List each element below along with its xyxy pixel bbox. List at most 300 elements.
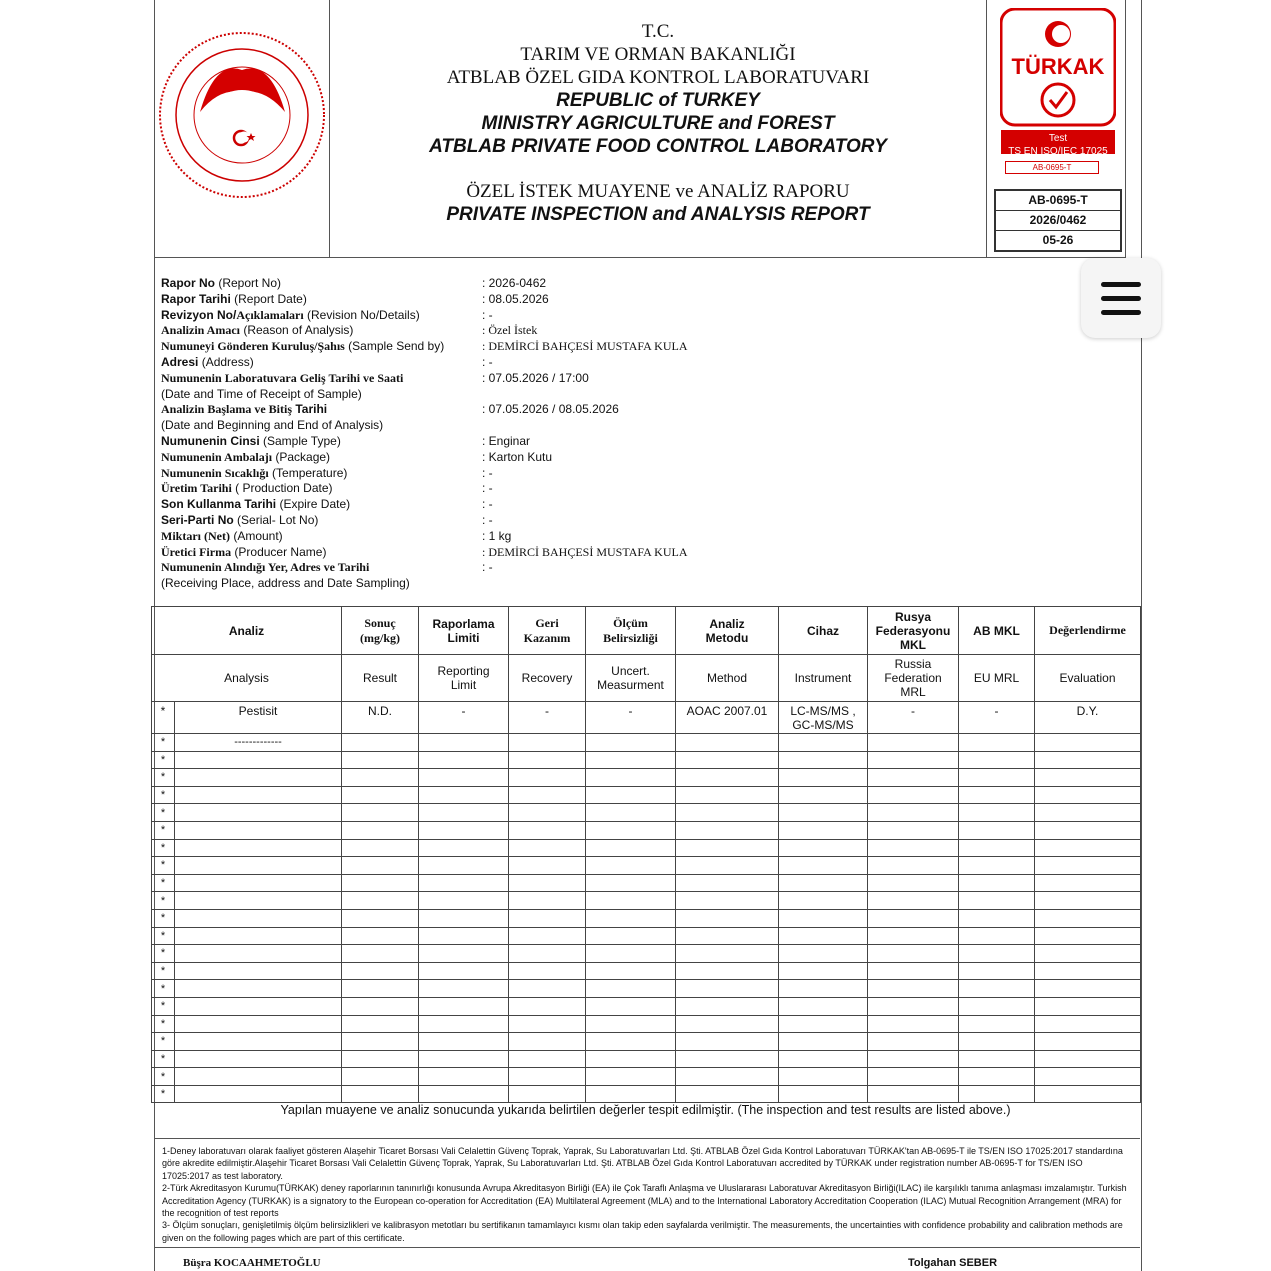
table-cell <box>676 1068 779 1086</box>
table-row <box>152 874 1141 892</box>
row-star: * <box>152 702 175 734</box>
table-cell <box>509 1050 586 1068</box>
header-row-en <box>152 655 1141 702</box>
table-cell <box>586 751 676 769</box>
table-cell <box>419 945 509 963</box>
table-cell <box>342 927 419 945</box>
info-value: : - <box>482 497 493 512</box>
table-cell <box>779 997 868 1015</box>
table-cell <box>175 1050 342 1068</box>
table-cell <box>509 734 586 752</box>
table-cell <box>586 1050 676 1068</box>
result-cell: N.D. <box>342 702 419 734</box>
table-cell <box>342 874 419 892</box>
header-titles <box>330 0 986 226</box>
table-cell <box>868 909 959 927</box>
result-cell: LC-MS/MS , GC-MS/MS <box>779 702 868 734</box>
table-cell <box>419 751 509 769</box>
table-cell <box>868 927 959 945</box>
table-row <box>152 821 1141 839</box>
table-cell <box>175 857 342 875</box>
table-cell <box>1035 804 1141 822</box>
column-header-en: Recovery <box>509 655 586 702</box>
table-row <box>152 702 1141 734</box>
table-cell <box>1035 751 1141 769</box>
table-cell <box>868 1085 959 1103</box>
info-label: Analizin Amacı (Reason of Analysis) <box>161 323 354 338</box>
table-cell <box>509 997 586 1015</box>
table-cell <box>959 945 1035 963</box>
table-cell <box>419 804 509 822</box>
info-row <box>161 497 861 513</box>
table-cell <box>586 1068 676 1086</box>
row-star: * <box>152 734 175 752</box>
table-cell <box>419 1033 509 1051</box>
table-cell <box>1035 892 1141 910</box>
info-row <box>161 481 861 497</box>
header-row-tr <box>152 607 1141 655</box>
table-cell <box>342 980 419 998</box>
report-code-box <box>994 189 1122 252</box>
table-cell <box>1035 1033 1141 1051</box>
table-cell <box>959 1050 1035 1068</box>
info-value: : - <box>482 307 493 322</box>
info-label: Son Kullanma Tarihi (Expire Date) <box>161 497 351 512</box>
row-star: * <box>152 1033 175 1051</box>
info-label: (Date and Time of Receipt of Sample) <box>161 386 362 401</box>
header-line-republic-en: REPUBLIC of TURKEY <box>556 90 760 111</box>
table-cell <box>868 1050 959 1068</box>
turkak-standard: TS EN ISO/IEC 17025 <box>1008 146 1108 154</box>
signature-left: Büşra KOCAAHMETOĞLU <box>183 1257 321 1269</box>
column-header-en: Method <box>676 655 779 702</box>
report-number-code: 2026/0462 <box>996 211 1120 231</box>
table-cell <box>676 909 779 927</box>
table-cell <box>1035 945 1141 963</box>
table-cell <box>509 751 586 769</box>
column-header: Ölçüm Belirsizliği <box>586 607 676 655</box>
table-cell <box>509 821 586 839</box>
info-row <box>161 371 861 387</box>
table-cell <box>779 909 868 927</box>
table-cell <box>175 839 342 857</box>
table-cell <box>342 1085 419 1103</box>
result-cell: AOAC 2007.01 <box>676 702 779 734</box>
footer-note: 1-Deney laboratuvarı olarak faaliyet gösteren Alaşehir Ticaret Borsası Vali Celalettin Güvenç Toprak, Yaprak, Su Laboratuvarları Ltd. Şti. ATBLAB Özel Gıda Kontrol Laboratuvarı TÜRKAK'tan AB-0695-T ile TS/EN ISO 17025:2017 standardına göre akredite edilmiştir.Alaşehir Ticaret Borsası Vali Celalettin Güvenç Toprak, Yaprak, Su Laboratuvarları Ltd. Şti. ATBLAB Özel Gıda Kontrol Laboratuvarı accredited by TÜRKAK under registration number AB-0695-T for TS/EN ISO 17025:2017 as test laboratory. <box>162 1146 1123 1181</box>
table-row <box>152 1033 1141 1051</box>
footer-note: 2-Türk Akreditasyon Kurumu(TÜRKAK) deney raporlarının tanınırlığı konusunda Avrupa Akreditasyon Birliği (EA) ile Çok Taraflı Anlaşma ve Uluslararası Laboratuvar Akreditasyon Birliği(ILAC) ile karşılıklı tanıma anlaşması imzalamıştır. Turkish Accreditation Agency (TURKAK) is a signatory to the European co-operation for Accreditation (EA) Multilateral Agreement (MLA) and to the International Laboratory Accreditation Cooperation (ILAC) Mutual Recognition Arrangement (MRA) for the recognition of test reports <box>162 1183 1127 1219</box>
table-cell <box>959 927 1035 945</box>
info-value: : - <box>482 512 493 527</box>
column-header-en: EU MRL <box>959 655 1035 702</box>
table-cell <box>779 804 868 822</box>
table-cell <box>868 839 959 857</box>
table-cell <box>175 945 342 963</box>
table-cell <box>959 997 1035 1015</box>
info-label: Numuneyi Gönderen Kuruluş/Şahıs (Sample Send by) <box>161 339 445 354</box>
row-star: * <box>152 1068 175 1086</box>
table-cell <box>868 892 959 910</box>
result-cell: - <box>868 702 959 734</box>
table-cell <box>779 734 868 752</box>
table-cell <box>1035 839 1141 857</box>
table-cell <box>676 997 779 1015</box>
report-title-en: PRIVATE INSPECTION and ANALYSIS REPORT <box>446 204 870 225</box>
table-cell <box>342 821 419 839</box>
table-cell <box>342 1015 419 1033</box>
table-cell <box>586 839 676 857</box>
table-cell <box>586 962 676 980</box>
table-cell <box>779 786 868 804</box>
column-header: Cihaz <box>779 607 868 655</box>
row-star: * <box>152 874 175 892</box>
row-star: * <box>152 839 175 857</box>
info-row <box>161 545 861 561</box>
table-cell <box>959 1015 1035 1033</box>
header-line-lab-en: ATBLAB PRIVATE FOOD CONTROL LABORATORY <box>429 136 887 157</box>
info-label: Rapor No (Report No) <box>161 276 282 290</box>
table-cell <box>959 980 1035 998</box>
table-cell <box>419 769 509 787</box>
table-cell <box>868 1015 959 1033</box>
info-row <box>161 292 861 308</box>
table-cell <box>959 892 1035 910</box>
table-cell <box>868 980 959 998</box>
info-value: : 07.05.2026 / 08.05.2026 <box>482 402 619 417</box>
table-cell <box>175 980 342 998</box>
ministry-seal-cell <box>155 0 330 257</box>
table-cell <box>1035 980 1141 998</box>
info-value: : Enginar <box>482 433 531 448</box>
table-cell: ------------- <box>175 734 342 752</box>
table-cell <box>868 821 959 839</box>
column-header: Değerlendirme <box>1035 607 1141 655</box>
row-star: * <box>152 1015 175 1033</box>
sample-info-list <box>161 276 861 592</box>
table-cell <box>676 821 779 839</box>
column-header: Rusya Federasyonu MKL <box>868 607 959 655</box>
table-cell <box>959 751 1035 769</box>
table-cell <box>676 751 779 769</box>
ministry-seal-logo <box>155 0 329 210</box>
results-table <box>151 606 1141 1103</box>
info-row <box>161 323 861 339</box>
table-cell <box>676 945 779 963</box>
header-line-tc: T.C. <box>641 21 675 42</box>
table-cell <box>342 945 419 963</box>
footer-note: 3- Ölçüm sonuçları, genişletilmiş ölçüm belirsizlikleri ve kalibrasyon metotları bu sertifikanın tamamlayıcı kısmı olan takip eden sayfalarda verilmiştir. The measurements, the uncertainties with confidence probability and calibration methods are given on the following pages which are part of this certificate. <box>162 1220 1123 1243</box>
table-cell <box>342 734 419 752</box>
column-header-en: Result <box>342 655 419 702</box>
table-cell <box>868 786 959 804</box>
table-cell <box>342 804 419 822</box>
info-row <box>161 418 861 434</box>
table-cell <box>676 892 779 910</box>
table-cell <box>509 1015 586 1033</box>
table-cell <box>175 769 342 787</box>
table-cell <box>779 821 868 839</box>
table-cell <box>586 980 676 998</box>
table-cell <box>509 927 586 945</box>
table-cell <box>779 1015 868 1033</box>
header-line-lab-tr: ATBLAB ÖZEL GIDA KONTROL LABORATUVARI <box>446 67 870 88</box>
info-value: : DEMİRCİ BAHÇESİ MUSTAFA KULA <box>482 339 688 354</box>
info-row <box>161 276 861 292</box>
column-header-en: Instrument <box>779 655 868 702</box>
table-cell <box>868 962 959 980</box>
table-cell <box>959 786 1035 804</box>
table-cell <box>959 821 1035 839</box>
table-cell <box>419 857 509 875</box>
table-cell <box>779 1068 868 1086</box>
turkak-code: AB-0695-T <box>1005 161 1099 174</box>
info-label: Üretici Firma (Producer Name) <box>161 544 327 559</box>
table-cell <box>676 980 779 998</box>
table-cell <box>586 909 676 927</box>
table-cell <box>509 786 586 804</box>
info-label: Numunenin Laboratuvara Geliş Tarihi ve Saati <box>161 370 404 385</box>
table-cell <box>509 980 586 998</box>
table-cell <box>779 1050 868 1068</box>
table-cell <box>586 892 676 910</box>
info-value: : 08.05.2026 <box>482 291 549 306</box>
table-cell <box>1035 734 1141 752</box>
table-cell <box>779 874 868 892</box>
row-star: * <box>152 962 175 980</box>
table-cell <box>586 734 676 752</box>
table-cell <box>342 1068 419 1086</box>
table-cell <box>342 1050 419 1068</box>
result-cell: - <box>419 702 509 734</box>
table-cell <box>779 892 868 910</box>
table-cell <box>959 804 1035 822</box>
table-cell <box>175 892 342 910</box>
table-cell <box>779 927 868 945</box>
accreditation-cell <box>986 0 1127 257</box>
table-cell <box>509 945 586 963</box>
info-label: (Receiving Place, address and Date Sampling) <box>161 576 410 591</box>
table-row <box>152 1015 1141 1033</box>
info-row <box>161 560 861 576</box>
table-cell <box>509 1033 586 1051</box>
table-cell <box>419 927 509 945</box>
table-cell <box>779 1085 868 1103</box>
info-label: (Date and Beginning and End of Analysis) <box>161 418 384 433</box>
table-row <box>152 804 1141 822</box>
table-cell <box>676 1033 779 1051</box>
table-cell <box>175 874 342 892</box>
table-cell <box>676 769 779 787</box>
table-cell <box>676 1085 779 1103</box>
report-header <box>154 0 1126 258</box>
table-cell <box>342 909 419 927</box>
table-cell <box>175 1015 342 1033</box>
menu-button[interactable] <box>1081 258 1161 338</box>
row-star: * <box>152 786 175 804</box>
table-cell <box>175 997 342 1015</box>
table-cell <box>676 927 779 945</box>
column-header: Analiz <box>152 607 342 655</box>
row-star: * <box>152 1050 175 1068</box>
table-row <box>152 927 1141 945</box>
row-star: * <box>152 821 175 839</box>
table-cell <box>1035 821 1141 839</box>
table-cell <box>419 734 509 752</box>
report-title-tr: ÖZEL İSTEK MUAYENE ve ANALİZ RAPORU <box>466 181 850 202</box>
table-cell <box>1035 1085 1141 1103</box>
table-row <box>152 962 1141 980</box>
table-cell <box>1035 769 1141 787</box>
table-cell <box>586 997 676 1015</box>
info-value <box>482 418 861 434</box>
table-cell <box>419 839 509 857</box>
table-cell <box>175 909 342 927</box>
table-cell <box>419 786 509 804</box>
table-row <box>152 980 1141 998</box>
info-value: : - <box>482 481 493 496</box>
table-row <box>152 997 1141 1015</box>
table-cell <box>509 1085 586 1103</box>
table-cell <box>342 769 419 787</box>
table-cell <box>509 1068 586 1086</box>
table-cell <box>959 1033 1035 1051</box>
info-value: : 1 kg <box>482 528 512 543</box>
column-header: Geri Kazanım <box>509 607 586 655</box>
info-row <box>161 466 861 482</box>
info-label: Miktarı (Net) (Amount) <box>161 528 283 543</box>
table-cell <box>175 1033 342 1051</box>
row-star: * <box>152 1085 175 1103</box>
table-cell <box>868 874 959 892</box>
table-cell <box>586 804 676 822</box>
table-cell <box>342 892 419 910</box>
info-row <box>161 339 861 355</box>
table-row <box>152 857 1141 875</box>
table-cell <box>868 997 959 1015</box>
table-row <box>152 769 1141 787</box>
info-label: Üretim Tarihi ( Production Date) <box>161 481 333 496</box>
column-header-en: Analysis <box>152 655 342 702</box>
table-cell <box>868 945 959 963</box>
table-cell <box>342 786 419 804</box>
info-label: Numunenin Alındığı Yer, Adres ve Tarihi <box>161 560 370 575</box>
table-cell <box>1035 909 1141 927</box>
table-row <box>152 892 1141 910</box>
column-header: AB MKL <box>959 607 1035 655</box>
table-cell <box>676 839 779 857</box>
table-cell <box>419 997 509 1015</box>
row-star: * <box>152 892 175 910</box>
table-cell <box>175 751 342 769</box>
info-value <box>482 387 861 403</box>
table-cell <box>779 980 868 998</box>
table-cell <box>509 804 586 822</box>
info-label: Revizyon No/Açıklamaları (Revision No/Details) <box>161 307 420 322</box>
row-star: * <box>152 804 175 822</box>
info-label: Numunenin Ambalajı (Package) <box>161 449 331 464</box>
table-cell <box>868 734 959 752</box>
table-cell <box>509 857 586 875</box>
info-label: Analizin Başlama ve Bitiş Tarihi <box>161 402 328 417</box>
table-row <box>152 734 1141 752</box>
table-cell <box>419 874 509 892</box>
turkak-test: Test <box>1048 133 1068 144</box>
info-value: : 07.05.2026 / 17:00 <box>482 370 589 385</box>
column-header-en: Russia Federation MRL <box>868 655 959 702</box>
row-star: * <box>152 945 175 963</box>
table-row <box>152 839 1141 857</box>
row-star: * <box>152 927 175 945</box>
column-header-en: Reporting Limit <box>419 655 509 702</box>
table-row <box>152 751 1141 769</box>
table-cell <box>959 839 1035 857</box>
info-value: : Özel İstek <box>482 323 538 338</box>
table-cell <box>175 962 342 980</box>
column-header: Sonuç (mg/kg) <box>342 607 419 655</box>
table-cell <box>676 734 779 752</box>
table-cell <box>175 821 342 839</box>
table-cell <box>342 997 419 1015</box>
header-line-ministry-tr: TARIM VE ORMAN BAKANLIĞI <box>520 44 796 65</box>
table-cell <box>676 1015 779 1033</box>
table-cell <box>959 857 1035 875</box>
table-cell <box>175 927 342 945</box>
header-line-ministry-en: MINISTRY AGRICULTURE and FOREST <box>481 113 835 134</box>
table-cell <box>1035 927 1141 945</box>
table-cell <box>419 1085 509 1103</box>
row-star: * <box>152 980 175 998</box>
table-cell <box>419 980 509 998</box>
table-cell <box>959 769 1035 787</box>
table-cell <box>676 1050 779 1068</box>
info-value: : - <box>482 560 493 575</box>
info-label: Numunenin Cinsi (Sample Type) <box>161 433 341 448</box>
table-cell <box>779 857 868 875</box>
table-cell <box>779 1033 868 1051</box>
table-cell <box>1035 874 1141 892</box>
row-star: * <box>152 857 175 875</box>
table-cell <box>509 874 586 892</box>
table-cell <box>1035 786 1141 804</box>
table-cell <box>779 751 868 769</box>
table-cell <box>586 857 676 875</box>
table-cell <box>586 769 676 787</box>
revision-code: 05-26 <box>1042 233 1074 247</box>
lab-code: AB-0695-T <box>996 191 1120 211</box>
table-row <box>152 945 1141 963</box>
info-label: Numunenin Sıcaklığı (Temperature) <box>161 465 348 480</box>
table-cell <box>419 962 509 980</box>
table-cell <box>676 874 779 892</box>
info-row <box>161 387 861 403</box>
table-cell <box>342 751 419 769</box>
row-star: * <box>152 769 175 787</box>
table-row <box>152 1085 1141 1103</box>
table-cell <box>509 769 586 787</box>
table-cell <box>779 962 868 980</box>
table-row <box>152 1050 1141 1068</box>
table-row <box>152 786 1141 804</box>
table-cell <box>868 1033 959 1051</box>
table-cell <box>175 804 342 822</box>
table-cell <box>586 1033 676 1051</box>
result-cell: Pestisit <box>175 702 342 734</box>
table-cell <box>175 1068 342 1086</box>
table-cell <box>586 945 676 963</box>
table-cell <box>676 962 779 980</box>
result-cell: - <box>586 702 676 734</box>
table-cell <box>868 804 959 822</box>
